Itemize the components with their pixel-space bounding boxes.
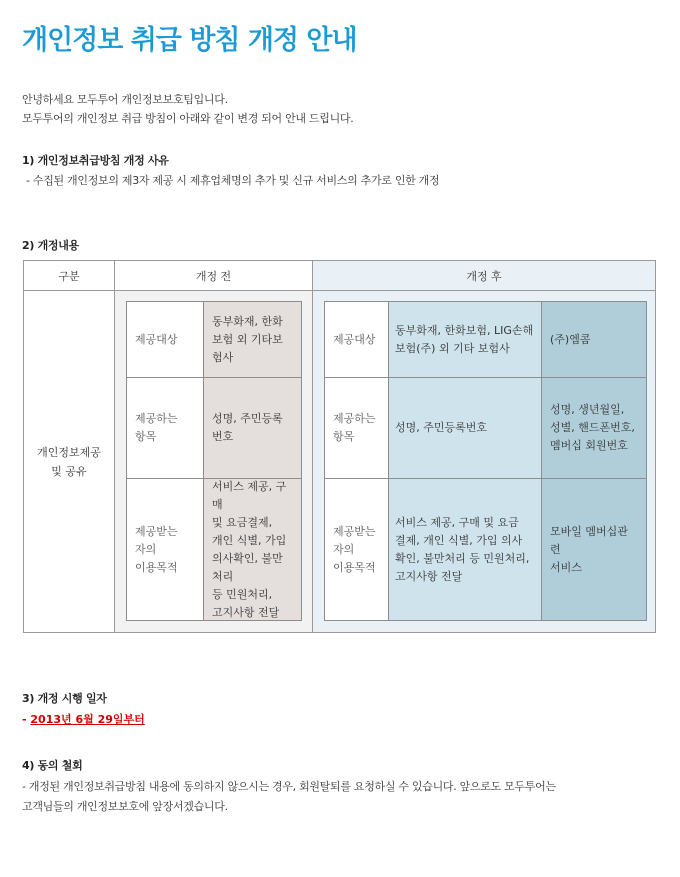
intro-line-2: 모두투어의 개인정보 취급 방침이 아래와 같이 변경 되어 안내 드립니다. (22, 112, 354, 125)
after-inner-table (324, 301, 647, 621)
change-table (23, 260, 656, 633)
after-value-target: 동부화재, 한화보험, LIG손해 보험(주) 외 기타 보험사 (389, 302, 541, 377)
before-divider-h2 (127, 478, 301, 479)
before-value-target: 동부화재, 한화 보험 외 기타보험사 (204, 302, 301, 377)
after-divider-v1 (388, 302, 389, 620)
before-divider-h1 (127, 377, 301, 378)
header-after: 개정 후 (312, 261, 655, 291)
before-inner-table (126, 301, 302, 621)
category-cell (24, 291, 114, 632)
after-label-purpose: 제공받는 자의 이용목적 (325, 479, 388, 620)
after-added-items: 성명, 생년월일, 성별, 핸드폰번호, 멤버십 회원번호 (542, 378, 646, 478)
after-divider-h2 (325, 478, 646, 479)
after-divider-h1 (325, 377, 646, 378)
before-label-purpose: 제공받는 자의 이용목적 (127, 479, 203, 620)
after-value-purpose: 서비스 제공, 구매 및 요금 결제, 개인 식별, 가입 의사 확인, 불만처리 등 민원처리, 고지사항 전달 (389, 479, 541, 620)
before-divider-v (203, 302, 204, 620)
after-added-target: (주)엠콤 (542, 302, 646, 377)
section1-text: - 수집된 개인정보의 제3자 제공 시 제휴업체명의 추가 및 신규 서비스의 추가로 인한 개정 (26, 174, 440, 187)
after-label-target: 제공대상 (325, 302, 388, 377)
category-value: 개인정보제공 및 공유 (37, 445, 101, 478)
before-label-items: 제공하는 항목 (127, 378, 203, 478)
effective-date: 2013년 6월 29일부터 (30, 713, 145, 726)
section4-text (22, 777, 556, 817)
section3-line (22, 711, 145, 727)
after-added-purpose: 모바일 멤버십관련 서비스 (542, 479, 646, 620)
after-value-items: 성명, 주민등록번호 (389, 378, 541, 478)
section3-prefix: - (22, 713, 31, 726)
after-label-items: 제공하는 항목 (325, 378, 388, 478)
section4-heading: 4) 동의 철회 (22, 759, 83, 772)
after-column (312, 291, 655, 632)
before-value-items: 성명, 주민등록번호 (204, 378, 301, 478)
section4-line-2: 고객님들의 개인정보보호에 앞장서겠습니다. (22, 800, 228, 813)
after-divider-v2 (541, 302, 542, 620)
section2-heading: 2) 개정내용 (22, 239, 79, 252)
intro-line-1: 안녕하세요 모두투어 개인정보보호팀입니다. (22, 93, 228, 106)
before-label-target: 제공대상 (127, 302, 203, 377)
section4-line-1: - 개정된 개인정보취급방침 내용에 동의하지 않으시는 경우, 회원탈퇴를 요청하실 수 있습니다. 앞으로도 모두투어는 (22, 780, 556, 793)
before-column (114, 291, 312, 632)
section1-heading: 1) 개인정보취급방침 개정 사유 (22, 154, 169, 167)
section3-heading: 3) 개정 시행 일자 (22, 692, 107, 705)
before-value-purpose: 서비스 제공, 구매 및 요금결제, 개인 식별, 가입 의사확인, 불만처리 등 민원처리, 고지사항 전달 (204, 479, 301, 620)
page-title: 개인정보 취급 방침 개정 안내 (22, 25, 357, 56)
header-before: 개정 전 (114, 261, 312, 291)
intro-text (22, 90, 353, 128)
header-category: 구분 (24, 261, 114, 291)
